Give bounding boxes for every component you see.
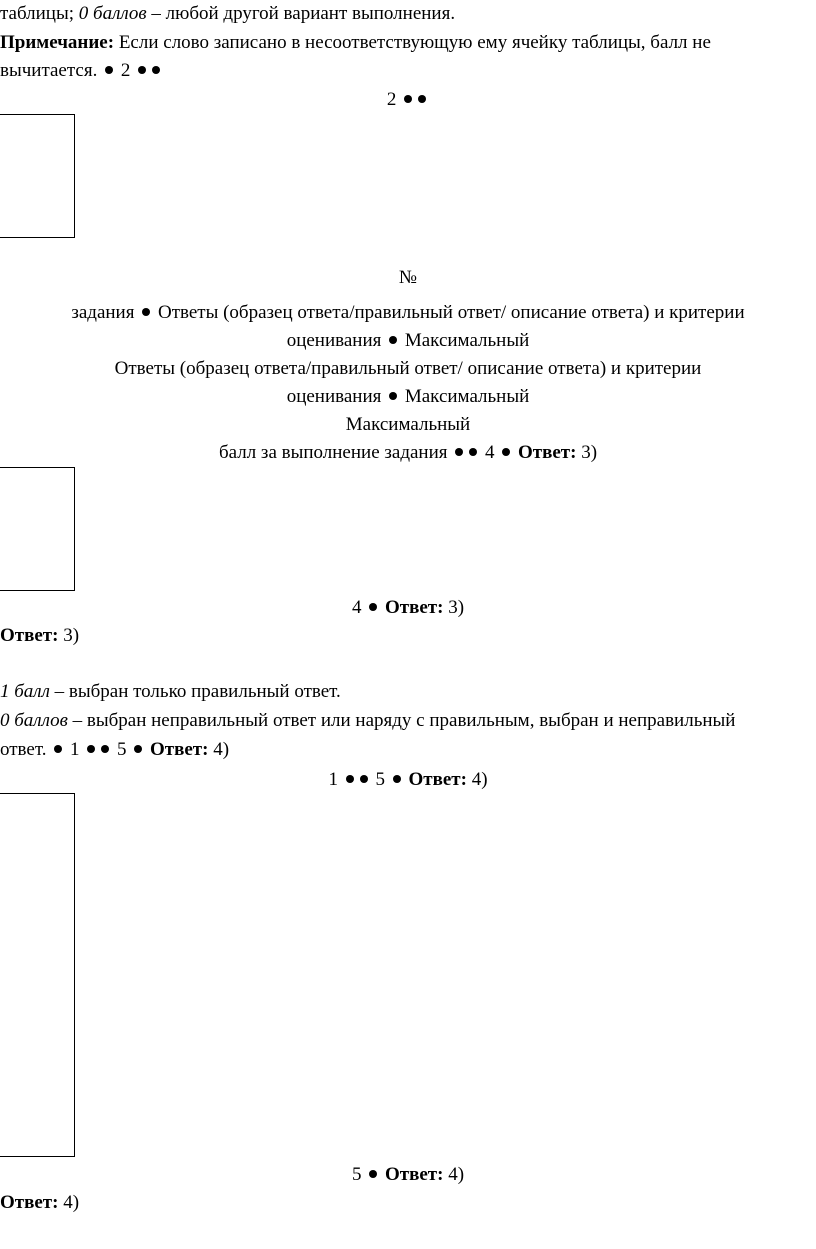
- bullet-icon: [369, 603, 377, 611]
- number: 4: [485, 442, 495, 463]
- answer-3: [0, 624, 79, 648]
- text: – любой другой вариант выполнения.: [146, 3, 456, 24]
- header-line-6: [0, 413, 816, 437]
- bullet-icon: [502, 448, 510, 456]
- text: таблицы;: [0, 3, 79, 24]
- table-cell-box: [0, 793, 75, 1157]
- answer-label: Ответ:: [149, 739, 209, 760]
- header-line-3: [0, 329, 816, 353]
- text: задания: [71, 302, 140, 323]
- paragraph-scoring-zero: [0, 2, 455, 26]
- italic-text: 0 баллов: [78, 3, 147, 24]
- bullet-icon: [360, 775, 368, 783]
- text: балл за выполнение задания: [218, 442, 453, 463]
- answer-label: Ответ:: [384, 597, 444, 618]
- text: – выбран неправильный ответ или наряду с правильным, выбран и неправильный: [67, 710, 736, 731]
- bullet-icon: [369, 1170, 377, 1178]
- bullet-icon: [134, 745, 142, 753]
- text: оценивания: [286, 330, 387, 351]
- text: Максимальный: [345, 414, 471, 435]
- number: 1: [328, 769, 338, 790]
- number: 5: [116, 739, 127, 760]
- bullet-icon: [346, 775, 354, 783]
- text: №: [398, 267, 418, 288]
- text: – выбран только правильный ответ.: [49, 681, 341, 702]
- header-line-4: [0, 357, 816, 381]
- scoring-line-3: [0, 738, 229, 762]
- bullet-icon: [418, 95, 426, 103]
- answer-label: Ответ:: [518, 442, 577, 463]
- answer-value: 4): [208, 739, 230, 760]
- note-text: Если слово записано в несоответствующую ему ячейку таблицы, балл не: [114, 32, 711, 53]
- answer-value: 3): [443, 597, 465, 618]
- answer-4: [0, 1191, 79, 1215]
- answer-value: 4): [58, 1192, 80, 1213]
- note-line-2: [0, 59, 163, 83]
- bullet-icon: [404, 95, 412, 103]
- bullet-icon: [138, 66, 146, 74]
- bullet-icon: [469, 448, 477, 456]
- bullet-icon: [87, 745, 95, 753]
- italic-text: 1 балл: [0, 681, 50, 702]
- text: оценивания: [286, 386, 387, 407]
- table-cell-box: [0, 114, 75, 238]
- text: Максимальный: [400, 386, 530, 407]
- number: 2: [386, 89, 397, 110]
- number: 1: [69, 739, 80, 760]
- answer-value: 3): [58, 625, 80, 646]
- answer-value: 4): [443, 1164, 465, 1185]
- text: Ответы (образец ответа/правильный ответ/ описание ответа) и критерии: [114, 358, 702, 379]
- note-text: вычитается.: [0, 60, 103, 81]
- number-sign: [0, 266, 816, 290]
- row-4-answer: [0, 596, 816, 620]
- number: 5: [351, 1164, 362, 1185]
- italic-text: 0 баллов: [0, 710, 68, 731]
- bullet-icon: [54, 745, 62, 753]
- number: 5: [375, 769, 385, 790]
- bullet-icon: [101, 745, 109, 753]
- text: Максимальный: [400, 330, 530, 351]
- answer-label: Ответ:: [0, 625, 59, 646]
- bullet-icon: [142, 308, 150, 316]
- answer-label: Ответ:: [0, 1192, 59, 1213]
- row-5-answer: [0, 1163, 816, 1187]
- note-line-1: [0, 31, 711, 55]
- bullet-icon: [389, 392, 397, 400]
- center-answer-row: [0, 768, 816, 792]
- header-line-2: [0, 301, 816, 325]
- answer-label: Ответ:: [408, 769, 467, 790]
- note-label: Примечание:: [0, 32, 115, 53]
- number: 2: [120, 60, 131, 81]
- text: Ответы (образец ответа/правильный ответ/ описание ответа) и критерии: [153, 302, 745, 323]
- scoring-one: [0, 680, 341, 704]
- scoring-zero: [0, 709, 735, 733]
- bullet-icon: [393, 775, 401, 783]
- center-number-line: [0, 88, 816, 112]
- header-line-5: [0, 385, 816, 409]
- bullet-icon: [389, 336, 397, 344]
- answer-label: Ответ:: [384, 1164, 444, 1185]
- table-cell-box: [0, 467, 75, 591]
- header-line-7: [0, 441, 816, 465]
- number: 4: [351, 597, 362, 618]
- bullet-icon: [105, 66, 113, 74]
- text: ответ.: [0, 739, 52, 760]
- bullet-icon: [455, 448, 463, 456]
- answer-value: 4): [466, 769, 488, 790]
- answer-value: 3): [576, 442, 598, 463]
- bullet-icon: [152, 66, 160, 74]
